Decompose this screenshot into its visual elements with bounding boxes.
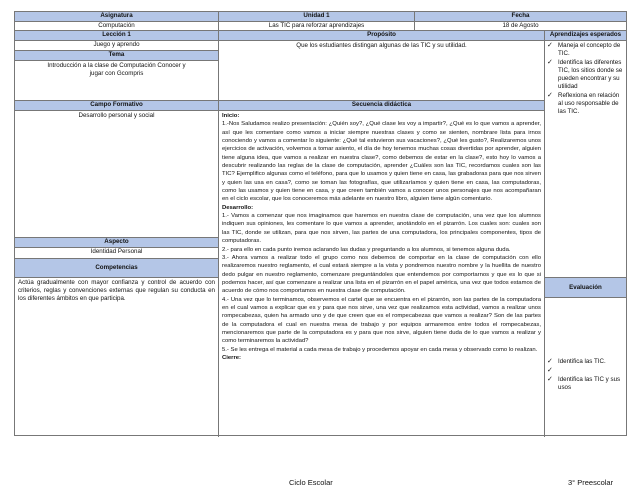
footer-grade: 3° Preescolar: [568, 478, 614, 487]
tema-value: Introducción a la clase de Computación Conocer y jugar con Gcompris: [15, 61, 219, 101]
evaluacion-list: [545, 298, 626, 437]
checkmark-icon: ✓: [547, 376, 553, 383]
proposito-header: Propósito: [219, 31, 545, 41]
checkmark-icon: ✓: [547, 358, 553, 365]
campo-formativo-header: Campo Formativo: [15, 101, 219, 111]
aspecto-header: Aspecto: [15, 238, 219, 248]
aprendizajes-list: [545, 41, 626, 278]
desarrollo-step: 2.- para ello en cada punto iremos aclarando las dudas y preguntando a los alumnos, si tenemos alguna duda.: [222, 246, 511, 253]
competencias-value: Actúa gradualmente con mayor confianza y control de acuerdo con criterios, reglas y convenciones externas que regulan su conducta en los diferentes ámbitos en que participa.: [15, 278, 219, 437]
aprendizaje-item: ✓ Maneja el concepto de TIC.: [547, 42, 621, 57]
unidad-value: Las TIC para reforzar aprendizajes: [219, 22, 415, 31]
secuencia-body: [219, 111, 545, 437]
asignatura-header: Asignatura: [15, 12, 219, 22]
evaluacion-item: ✓ Identifica las TIC y sus usos: [547, 376, 621, 391]
cierre-label: Cierre:: [222, 354, 241, 361]
desarrollo-step: 4.- Una vez que lo terminamos, observemos el cartel que se encuentra en el pizarrón, son las partes de la computadora en el cual vamos a explicar que es y para que nos sirve, una vez que realizamos esta actividad, vamos a realizar unos rompecabezas, quien ha armado uno y de que creen que es el rompecabezas que vamos a realizar? Son de las partes de la computadora el cual en nuestra mesa de trabajo y por equipos armaremos entre todos el rompecabezas, mencionaremos que parte de la computadora es y para que nos sirve, alguien tiene duda de lo que vamos a realizar y como terminaremos la actividad?: [222, 296, 541, 345]
footer-ciclo-escolar: Ciclo Escolar: [289, 478, 333, 487]
checkmark-icon: ✓: [547, 42, 553, 49]
fecha-header: Fecha: [415, 12, 626, 22]
leccion-header: Lección 1: [15, 31, 219, 41]
unidad-header: Unidad 1: [219, 12, 415, 22]
inicio-label: Inicio:: [222, 113, 240, 119]
evaluacion-header: Evaluación: [545, 278, 626, 298]
campo-formativo-value: Desarrollo personal y social: [15, 111, 219, 238]
checkmark-icon: ✓: [547, 59, 553, 66]
desarrollo-step: 1.- Vamos a comenzar que nos imaginamos que haremos en nuestra clase de computación, una vez que los alumnos indiquen sus opiniones, les comentare lo que vamos a aprender, anotándolo en el pizarrón. Los cuales son: cuales son las TIC, donde se utilizan, para que nos sirven, las partes de una computadora, los principales componentes, tipos de computadoras.: [222, 213, 541, 245]
inicio-text: 1.-Nos Saludamos realizo presentación: ¿Quién soy?, ¿Qué clase les voy a impartir?, ¿Qué es lo que vamos a aprender, así que les comentare como vamos a iniciar siempre nuestras clases y como se sienten, nombrare lista para irnos conociendo y vamos a comentar lo siguiente: ¿Qué tal estuvieron sus vacaciones?, ¿Qué les gusto?, Realizaremos unos ejercicios de activación, volvemos a tomar asiento, el día de hoy tenemos muchas cosas divertidas por aprender, alguien tiene alguna idea, que vamos a realizar en nuestra clase?, como debemos de estar en la clase?, esto hoy lo vamos a descubrir realizando las reglas de la clase de computación, aprender ¿Cuáles son las TIC, recordamos cuales son las TIC? Ejemplifico algunas como el teléfono, para que lo usamos y quien tiene en casa, las grabadoras para que nos sirven y quien las usa en casa?, como se toman las fotografías, que utilizaríamos y quien tiene en casa, las computadoras, como las usamos y quien tiene en casa, y que creen también vamos a conocer unos personajes que nos acompañaran en el ciclo escolar, que los conoceremos más adelante en nuestro libro, alguien tiene algún comentario.: [222, 121, 541, 203]
aspecto-value: Identidad Personal: [15, 248, 219, 259]
desarrollo-label: Desarrollo:: [222, 204, 254, 211]
lesson-plan-table: [14, 11, 627, 436]
evaluacion-item: ✓ Identifica las TIC.: [547, 358, 606, 365]
checkmark-icon: ✓: [547, 367, 553, 374]
tema-header: Tema: [15, 51, 219, 61]
leccion-value: Juego y aprendo: [15, 41, 219, 51]
fecha-value: 18 de Agosto: [415, 22, 626, 31]
aprendizaje-item: ✓ Identifica las diferentes TIC, los sitios donde se pueden encontrar y su utilidad: [547, 59, 623, 90]
secuencia-header: Secuencia didáctica: [219, 101, 545, 111]
proposito-value: Que los estudiantes distingan algunas de las TIC y su utilidad.: [219, 41, 545, 101]
aprendizajes-header: Aprendizajes esperados: [545, 31, 626, 41]
asignatura-value: Computación: [15, 22, 219, 31]
competencias-header: Competencias: [15, 259, 219, 278]
desarrollo-step: 5.- Se les entrega el material a cada mesa de trabajo y procedemos apoyar en cada mesa y observado como lo realizan.: [222, 346, 538, 353]
checkmark-icon: ✓: [547, 92, 553, 99]
desarrollo-step: 3.- Ahora vamos a realizar todo el grupo como nos debemos de comportar en la clase de computación con ello realizaremos nuestro reglamento, el cual estará siempre a la vista y pondremos nuestro nombre y la huellita de nuestro dedo pulgar en nuestro reglamento, comenzare preguntándoles que entendemos por comportarnos y que es lo que si podemos hacer, así que comenzare a realizar una lista en el pizarrón en el papel américa, una vez que todos estamos de acuerdo de cómo nos comportamos en nuestra clase de computación.: [222, 254, 541, 295]
aprendizaje-item: ✓ Reflexiona en relación al uso responsable de las TIC.: [547, 92, 620, 115]
evaluacion-item: [547, 367, 624, 375]
